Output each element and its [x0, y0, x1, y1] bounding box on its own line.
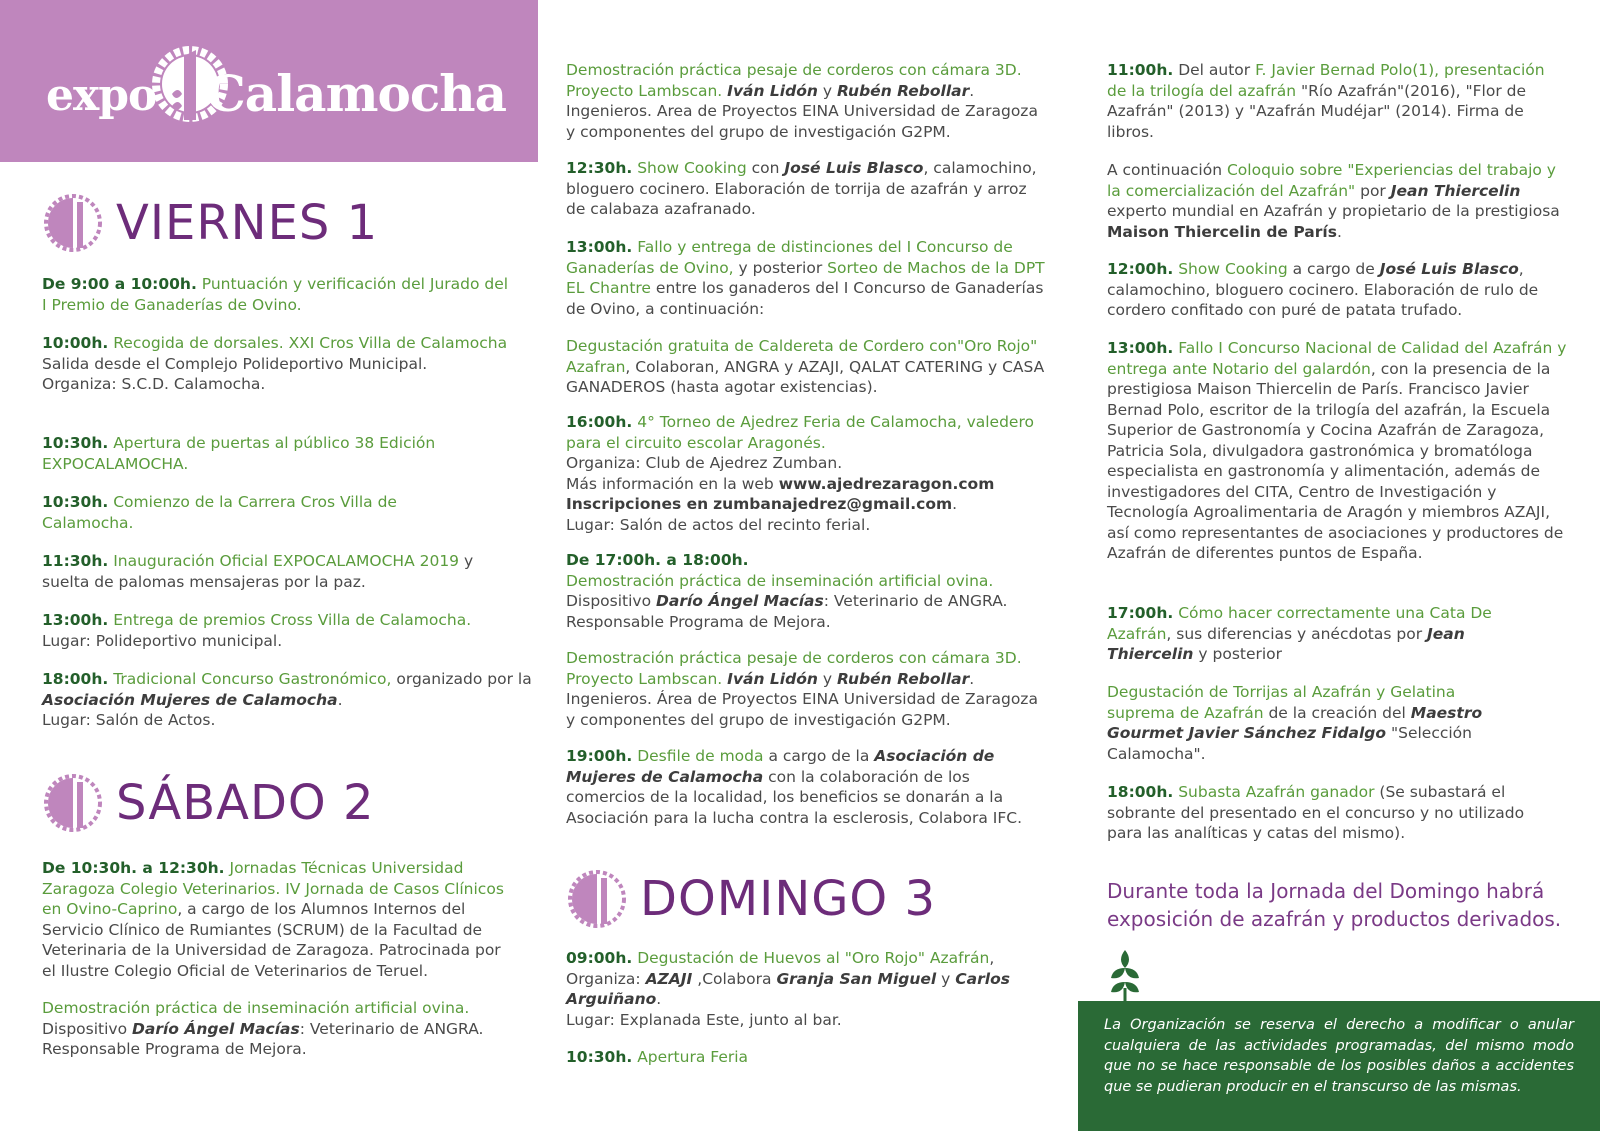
- day-title: VIERNES 1: [116, 195, 379, 251]
- event-item: Demostración práctica de inseminación artificial ovina. Dispositivo Darío Ángel Macías: Veterinario de ANGRA. Responsable Programa de Mejora.: [42, 999, 484, 1058]
- logo-banner: [0, 0, 538, 162]
- event-item: 13:00h. Fallo y entrega de distinciones del I Concurso de Ganaderías de Ovino, y posterior Sorteo de Machos de la DPT EL Chantre entre los ganaderos del I Concurso de Ganaderías de Ovino, a continuación:: [566, 238, 1045, 318]
- event-item: 18:00h. Tradicional Concurso Gastronómico, organizado por la Asociación Mujeres de Calamocha. Lugar: Salón de Actos.: [42, 670, 532, 729]
- day-title: SÁBADO 2: [116, 775, 375, 831]
- event-item: 10:00h. Recogida de dorsales. XXI Cros Villa de Calamocha Salida desde el Complejo Polideportivo Municipal. Organiza: S.C.D. Calamocha.: [42, 334, 508, 393]
- event-item: Demostración práctica pesaje de corderos con cámara 3D. Proyecto Lambscan. Iván Lidón y Rubén Rebollar. Ingenieros. Area de Proyectos EINA Universidad de Zaragoza y componentes del grupo de investigación G2PM.: [566, 61, 1038, 141]
- disclaimer-box: [1078, 1001, 1600, 1131]
- gear-wheat-icon: [42, 772, 104, 834]
- disclaimer-text: La Organización se reserva el derecho a modificar o anular cualquiera de las actividades programadas, del mismo modo que no se hace responsable de los posibles daños a accidentes que se pudieran producir en el transcurso de las mismas.: [1104, 1017, 1574, 1095]
- event-item: Degustación gratuita de Caldereta de Cordero con"Oro Rojo" Azafran, Colaboran, ANGRA y AZAJI, QALAT CATERING y CASA GANADEROS (hasta agotar existencias).: [566, 337, 1045, 396]
- event-item: 16:00h. 4° Torneo de Ajedrez Feria de Calamocha, valedero para el circuito escolar Aragonés. Organiza: Club de Ajedrez Zumban. Más información en la web www.ajedrezaragon.com Inscripciones en zumbanajedrez@gmail.com. Lugar: Salón de actos del recinto ferial.: [566, 413, 1034, 534]
- day-header-sabado: [42, 772, 375, 834]
- event-item: 18:00h. Subasta Azafrán ganador (Se subastará el sobrante del presentado en el concurso y no utilizado para las analíticas y catas del mismo).: [1107, 783, 1525, 842]
- event-item: 19:00h. Desfile de moda a cargo de la Asociación de Mujeres de Calamocha con la colaboración de los comercios de la localidad, los beneficios se donarán a la Asociación para la lucha contra la esclerosis, Colabora IFC.: [566, 747, 1023, 827]
- event-item: 12:00h. Show Cooking a cargo de José Luis Blasco, calamochino, bloguero cocinero. Elaboración de rulo de cordero confitado con puré de patata trufado.: [1107, 260, 1539, 319]
- event-item: De 17:00h. a 18:00h. Demostración práctica de inseminación artificial ovina. Dispositivo Darío Ángel Macías: Veterinario de ANGRA. Responsable Programa de Mejora.: [566, 551, 1008, 631]
- event-item: 10:30h. Apertura Feria: [566, 1048, 749, 1066]
- day-title: DOMINGO 3: [640, 871, 936, 927]
- gear-wheat-icon: [42, 192, 104, 254]
- wheat-icon: [1108, 948, 1142, 1004]
- event-item: De 9:00 a 10:00h. Puntuación y verificación del Jurado del I Premio de Ganaderías de Ovino.: [42, 275, 509, 314]
- event-item: 13:00h. Fallo I Concurso Nacional de Calidad del Azafrán y entrega ante Notario del galardón, con la presencia de la prestigiosa Maison Thiercelin de París. Francisco Javier Bernad Polo, escritor de la trilogía del azafrán, la Escuela Superior de Gastronomía y Cocina Azafrán de Zaragoza, Patricia Sola, divulgadora gastronómica y bromatóloga especialista en gastronomía y alimentación, además de investigadores del CITA, Centro de Investigación y Tecnología Agroalimentaria de Aragón y miembros AZAJI, así como representantes de asociaciones y productores de Azafrán de diferentes puntos de España.: [1107, 339, 1567, 562]
- event-item: 17:00h. Cómo hacer correctamente una Cata De Azafrán, sus diferencias y anécdotas por Jean Thiercelin y posterior: [1107, 604, 1492, 663]
- event-item: 10:30h. Apertura de puertas al público 38 Edición EXPOCALAMOCHA.: [42, 434, 436, 473]
- event-item: 09:00h. Degustación de Huevos al "Oro Rojo" Azafrán, Organiza: AZAJI ,Colabora Granja San Miguel y Carlos Arguiñano. Lugar: Explanada Este, junto al bar.: [566, 949, 1010, 1029]
- day-header-domingo: [566, 868, 936, 930]
- event-item: Demostración práctica pesaje de corderos con cámara 3D. Proyecto Lambscan. Iván Lidón y Rubén Rebollar. Ingenieros. Área de Proyectos EINA Universidad de Zaragoza y componentes del grupo de investigación G2PM.: [566, 649, 1038, 729]
- event-item: A continuación Coloquio sobre "Experiencias del trabajo y la comercialización del Azafrán" por Jean Thiercelin experto mundial en Azafrán y propietario de la prestigiosa Maison Thiercelin de París.: [1107, 161, 1560, 241]
- event-item: 13:00h. Entrega de premios Cross Villa de Calamocha. Lugar: Polideportivo municipal.: [42, 611, 472, 650]
- domingo-note: Durante toda la Jornada del Domingo habrá exposición de azafrán y productos derivados.: [1107, 879, 1562, 931]
- event-item: 10:30h. Comienzo de la Carrera Cros Villa de Calamocha.: [42, 493, 397, 532]
- gear-wheat-icon: [566, 868, 628, 930]
- event-item: 11:00h. Del autor F. Javier Bernad Polo(1), presentación de la trilogía del azafrán "Río Azafrán"(2016), "Flor de Azafrán" (2013) y "Azafrán Mudéjar" (2014). Firma de libros.: [1107, 61, 1545, 141]
- day-header-viernes: [42, 192, 378, 254]
- logo-prefix: expo: [46, 70, 157, 121]
- event-item: 11:30h. Inauguración Oficial EXPOCALAMOCHA 2019 y suelta de palomas mensajeras por la paz.: [42, 552, 474, 591]
- event-item: Degustación de Torrijas al Azafrán y Gelatina suprema de Azafrán de la creación del Maestro Gourmet Javier Sánchez Fidalgo "Selección Calamocha".: [1107, 683, 1483, 763]
- logo-name: Calamocha: [206, 64, 507, 123]
- event-item: 12:30h. Show Cooking con José Luis Blasco, calamochino, bloguero cocinero. Elaboración de torrija de azafrán y arroz de calabaza azafranado.: [566, 159, 1037, 218]
- event-item: De 10:30h. a 12:30h. Jornadas Técnicas Universidad Zaragoza Colegio Veterinarios. IV Jornada de Casos Clínicos en Ovino-Caprino, a cargo de los Alumnos Internos del Servicio Clínico de Rumiantes (SCRUM) de la Facultad de Veterinaria de la Universidad de Zaragoza. Patrocinada por el Ilustre Colegio Oficial de Veterinarios de Teruel.: [42, 859, 504, 980]
